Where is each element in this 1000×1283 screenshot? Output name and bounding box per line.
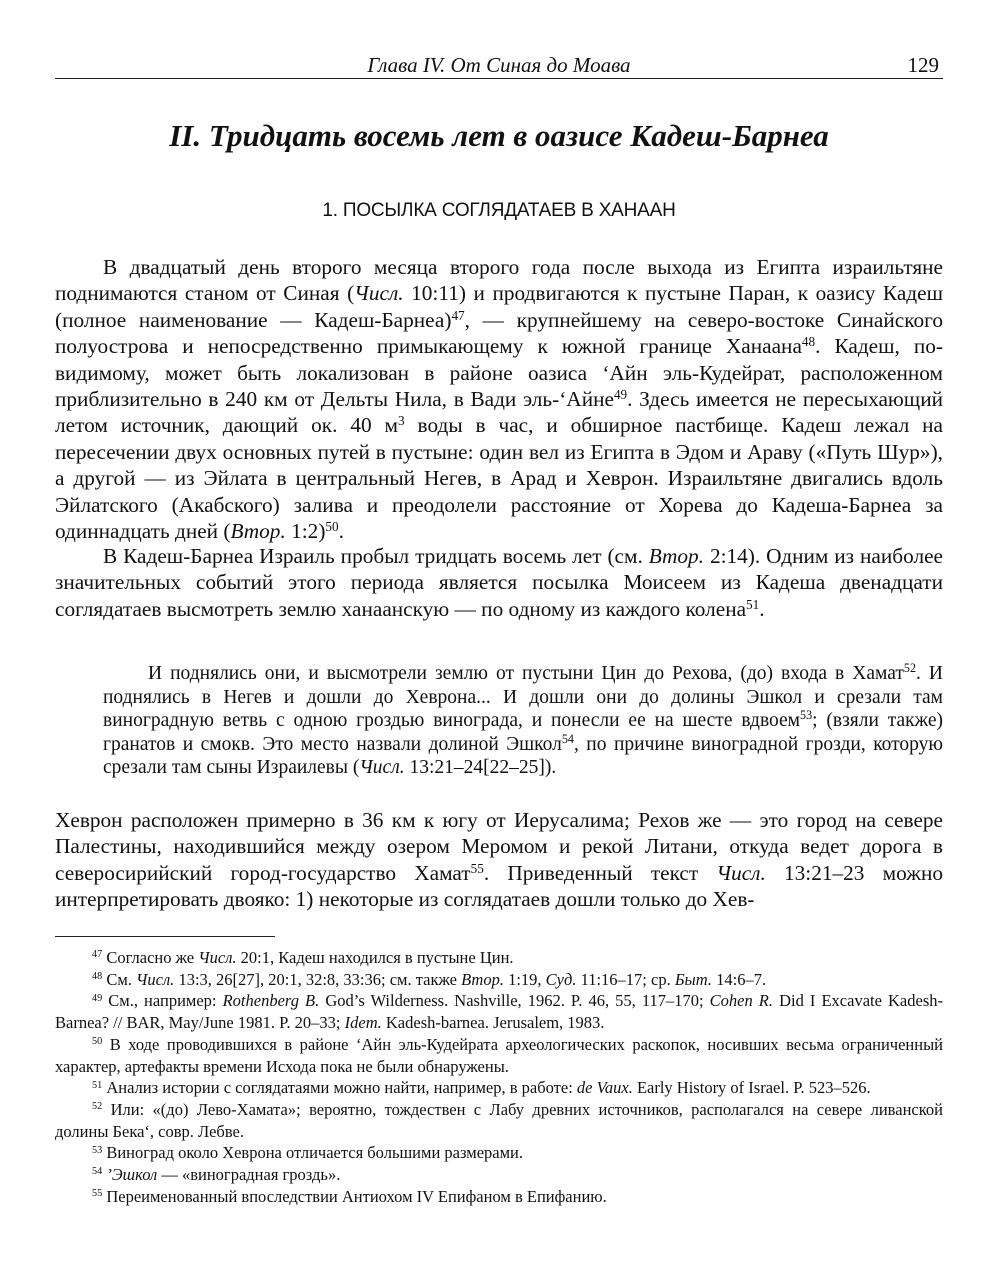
paragraph-1-text: В двадцатый день второго месяца второго года после выхода из Египта израильтяне поднимаются станом от Синая (Числ. 10:11) и продвигаются к пустыне Паран, к оазису Кадеш (полное наименование — Кадеш-Барнеа)$^{47}$, — крупнейшему на северо-востоке Синайского полуострова и непосредственно примыкающему к южной границе Ханаана$^{48}$. Кадеш, по-видимому, может быть локализован в районе оазиса ‘Айн эль-Кудейрат, расположенном приблизительно в 240 км от Дельты Нила, в Вади эль-‘Айне$^{49}$. Здесь имеется не пересыхающий летом источник, дающий ок. 40 $м^3$ воды в час, и обширное пастбище. Кадеш лежал на пересечении двух основных путей в пустыне: один вел из Египта в Эдом и Араву («Путь Шур»), а другой — из Эйлата в центральный Негев, в Арад и Хеврон. Израильтяне двигались вдоль Эйлатского (Акабского) залива и преодолели расстояние от Хорева до Кадеша-Барнеа за одиннадцать дней (Втор. 1:2)$^{50}$. [55, 255, 944, 544]
footnotes [55, 947, 943, 1207]
running-head [55, 50, 943, 79]
scripture-ref: Втор. [648, 544, 705, 568]
page-number: 129 [907, 53, 939, 77]
footnote-52: $^{52}$ Или: «(до) Лево-Хамата»; вероятно, тождествен с Лабу древних источников, располагался на севере ливанской долины Бека‘, совр. Лебве. [55, 1099, 943, 1141]
footnote-54: $^{54}$ ’Эшкол — «виноградная гроздь». [92, 1165, 341, 1185]
footnote-49: $^{49}$ См., например: Rothenberg B. God’s Wilderness. Nashville, 1962. P. 46, 55, 117–170; Cohen R. Did I Excavate Kadesh-Barnea? // BAR, May/June 1981. P. 20–33; Idem. Kadesh-barnea. Jerusalem, 1983. [55, 991, 943, 1033]
footnote-47: $^{47}$ Согласно же Числ. 20:1, Кадеш находился в пустыне Цин. [92, 948, 514, 967]
section-title: 1. ПОСЫЛКА СОГЛЯДАТАЕВ В ХАНААН [322, 200, 676, 221]
footnote-51: $^{51}$ Анализ истории с соглядатаями можно найти, например, в работе: de Vaux. Early History of Israel. P. 523–526. [92, 1078, 871, 1098]
chapter-title: II. Тридцать восемь лет в оазисе Кадеш-Барнеа [169, 118, 829, 153]
running-head-chapter: Глава IV. От Синая до Моава [367, 53, 631, 77]
cubic-superscript: 3 [398, 413, 405, 429]
footnote-ref-51[interactable]: 51 [746, 596, 760, 612]
footnote-ref-54[interactable]: 54 [561, 731, 574, 746]
paragraph-3-text: Хеврон расположен примерно в 36 км к югу от Иерусалима; Рехов же — это город на севере Палестины, находившийся между озером Меромом и рекой Литани, откуда ведет дорога в северосирийский город-государство Хамат$^{55}$. Приведенный текст Числ. 13:21–23 можно интерпретировать двояко: 1) некоторые из соглядатаев дошли только до Хев- [55, 808, 943, 912]
footnote-53: $^{53}$ Виноград около Хеврона отличается большими размерами. [92, 1143, 524, 1163]
scripture-ref: Числ. [354, 281, 404, 306]
scripture-ref: Числ. [716, 860, 766, 885]
footnote-ref-53[interactable]: 53 [800, 708, 813, 723]
scripture-ref: Втор. [230, 519, 286, 544]
footnote-ref-49[interactable]: 49 [613, 386, 628, 402]
block-quote-text: И поднялись они, и высмотрели землю от пустыни Цин до Рехова, (до) входа в Хамат$^{52}$. И поднялись в Негев и дошли до Хеврона... И дошли они до долины Эшкол и срезали там виноградную ветвь с одною гроздью винограда, и понесли ее на шесте вдвоем$^{53}$; (взяли также) гранатов и смокв. Это место назвали долиной Эшкол$^{54}$, по причине виноградной грозди, которую срезали там сыны Израилевы (Числ. 13:21–24[22–25]). [103, 661, 943, 778]
footnote-ref-50[interactable]: 50 [325, 518, 339, 534]
book-page [55, 0, 943, 1283]
footnote-divider [55, 936, 275, 937]
footnote-55: $^{55}$ Переименованный впоследствии Антиохом IV Епифаном в Епифанию. [92, 1186, 607, 1206]
paragraph-2 [55, 543, 943, 622]
footnote-48: $^{48}$ См. Числ. 13:3, 26[27], 20:1, 32:8, 33:36; см. также Втор. 1:19, Суд. 11:16–17; ср. Быт. 14:6–7. [92, 969, 767, 989]
footnote-ref-55[interactable]: 55 [470, 860, 484, 876]
footnote-ref-47[interactable]: 47 [451, 307, 465, 323]
footnote-50: $^{50}$ В ходе проводившихся в районе ‘Айн эль-Кудейрата археологических раскопок, носивших весьма ограниченный характер, артефакты времени Исхода пока не были обнаружены. [55, 1034, 943, 1076]
paragraph-2-text: В Кадеш-Барнеа Израиль пробыл тридцать восемь лет (см. Втор. 2:14). Одним из наиболее значительных событий этого периода является посылка Моисеем из Кадеша двенадцати соглядатаев высмотреть землю ханаанскую — по одному из каждого колена$^{51}$. [55, 544, 944, 621]
block-quote [103, 662, 943, 780]
scripture-ref: Числ. [359, 757, 405, 778]
paragraph-3 [55, 807, 943, 913]
paragraph-1 [55, 254, 943, 544]
footnote-ref-48[interactable]: 48 [801, 333, 816, 349]
footnote-ref-52[interactable]: 52 [903, 661, 916, 676]
